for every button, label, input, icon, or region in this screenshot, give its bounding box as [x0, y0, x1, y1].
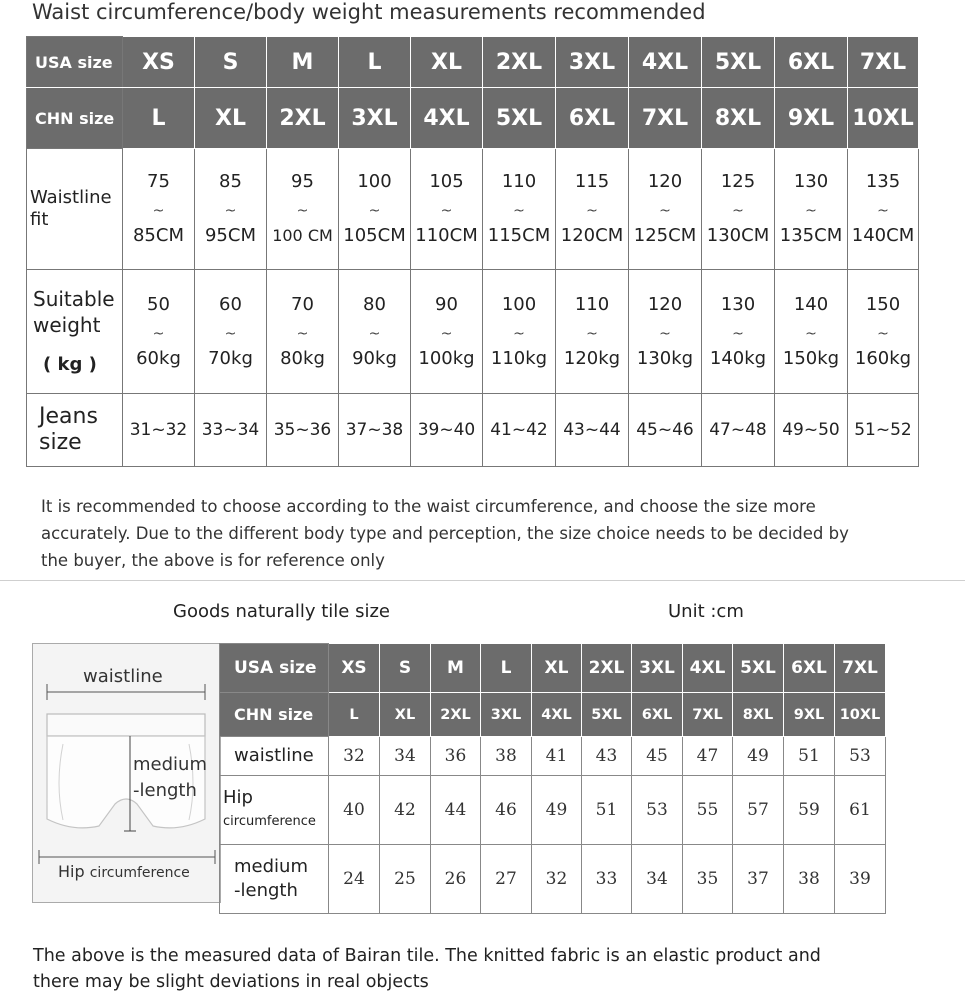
range-tilde: ~ — [877, 203, 889, 219]
range-from: 110 — [501, 171, 537, 192]
medium-length-cell: 33 — [582, 845, 632, 914]
hip-cell: 59 — [784, 776, 835, 845]
usa-size-cell: XL — [411, 37, 483, 88]
medium-length-cell: 25 — [380, 845, 431, 914]
range-to: 70kg — [208, 347, 253, 369]
size-chart-table — [26, 36, 919, 467]
medium-length-cell: 37 — [733, 845, 784, 914]
waistline-cell: 32 — [329, 737, 380, 776]
jeans-size-label — [27, 394, 123, 467]
medium-length-cell: 38 — [784, 845, 835, 914]
chn-size-cell: 6XL — [556, 88, 629, 149]
chn-size-cell: 3XL — [339, 88, 411, 149]
range-tilde: ~ — [224, 325, 237, 342]
waistline-cell: 34 — [380, 737, 431, 776]
range-from: 70 — [291, 293, 314, 315]
range-to: 100kg — [418, 347, 475, 369]
weight-range-cell — [123, 270, 195, 394]
range-to: 95CM — [204, 225, 256, 246]
usa-size-label: USA size — [220, 644, 329, 693]
medium-length-label-line: -length — [234, 880, 298, 901]
range-to: 130kg — [636, 347, 694, 369]
range-to: 120CM — [560, 225, 624, 246]
usa-size-cell: 6XL — [784, 644, 835, 693]
waistline-cell: 38 — [481, 737, 532, 776]
usa-size-cell: 7XL — [835, 644, 886, 693]
diagram-waistline-label: waistline — [83, 666, 163, 687]
hip-cell: 40 — [329, 776, 380, 845]
chn-size-cell: 6XL — [632, 693, 683, 737]
chn-size-cell: 7XL — [683, 693, 733, 737]
waistline-cell: 49 — [733, 737, 784, 776]
medium-length-label — [220, 845, 329, 914]
medium-length-cell: 35 — [683, 845, 733, 914]
tile-size-table — [219, 643, 886, 914]
waist-range-cell — [702, 149, 775, 270]
range-to: 125CM — [633, 225, 697, 246]
usa-size-cell: 6XL — [775, 37, 848, 88]
range-to: 120kg — [563, 347, 621, 369]
chn-size-label: CHN size — [220, 693, 329, 737]
range-to: 115CM — [487, 225, 551, 246]
usa-size-cell: 3XL — [632, 644, 683, 693]
diagram-hip-label — [58, 862, 190, 881]
diagram-hip-word: circumference — [89, 865, 190, 881]
range-tilde: ~ — [513, 203, 525, 219]
medium-length-cell: 27 — [481, 845, 532, 914]
weight-range-cell — [702, 270, 775, 394]
usa-size-cell: M — [267, 37, 339, 88]
hip-cell: 53 — [632, 776, 683, 845]
range-from: 75 — [147, 171, 170, 192]
range-tilde: ~ — [440, 203, 453, 219]
usa-size-cell: M — [431, 644, 481, 693]
waist-range-cell — [483, 149, 556, 270]
usa-size-cell: XL — [532, 644, 582, 693]
chn-size-cell: 5XL — [582, 693, 632, 737]
medium-length-cell: 39 — [835, 845, 886, 914]
hip-cell: 46 — [481, 776, 532, 845]
range-from: 135 — [865, 171, 901, 192]
hip-circumference-label-line: circumference — [223, 814, 316, 829]
jeans-size-cell: 41~42 — [483, 394, 556, 467]
diagram-medium-length-line: -length — [133, 780, 197, 801]
range-tilde: ~ — [368, 203, 381, 219]
range-to: 110kg — [490, 347, 548, 369]
weight-range-cell — [629, 270, 702, 394]
hip-cell: 55 — [683, 776, 733, 845]
chn-size-cell: 7XL — [629, 88, 702, 149]
chn-size-cell: 4XL — [411, 88, 483, 149]
waistline-cell: 41 — [532, 737, 582, 776]
waist-range-cell — [123, 149, 195, 270]
waistline-row — [220, 737, 886, 776]
range-tilde: ~ — [805, 325, 817, 342]
jeans-size-cell: 39~40 — [411, 394, 483, 467]
weight-range-cell — [556, 270, 629, 394]
range-from: 130 — [720, 293, 756, 315]
chn-size-cell: 3XL — [481, 693, 532, 737]
waistline-cell: 43 — [582, 737, 632, 776]
suitable-weight-label-line: ( kg ) — [43, 353, 97, 375]
waistline-label: waistline — [220, 737, 329, 776]
waist-range-cell — [339, 149, 411, 270]
jeans-size-label-line: Jeans — [39, 404, 98, 429]
jeans-size-cell: 33~34 — [195, 394, 267, 467]
measurement-diagram — [32, 643, 221, 903]
range-from: 130 — [793, 171, 829, 192]
waistline-fit-label-line: Waistline — [30, 187, 112, 208]
jeans-size-row — [27, 394, 919, 467]
range-tilde: ~ — [659, 325, 671, 342]
range-to: 130CM — [706, 225, 770, 246]
jeans-size-cell: 49~50 — [775, 394, 848, 467]
medium-length-cell: 32 — [532, 845, 582, 914]
waist-range-cell — [556, 149, 629, 270]
section-divider — [0, 580, 965, 581]
range-to: 90kg — [352, 347, 397, 369]
medium-length-cell: 24 — [329, 845, 380, 914]
range-from: 125 — [720, 171, 756, 192]
usa-size-cell: 5XL — [702, 37, 775, 88]
jeans-size-cell: 31~32 — [123, 394, 195, 467]
waist-range-cell — [411, 149, 483, 270]
medium-length-cell: 26 — [431, 845, 481, 914]
range-tilde: ~ — [805, 203, 817, 219]
waistline-fit-label-line: fit — [30, 209, 49, 230]
hip-cell: 61 — [835, 776, 886, 845]
range-from: 95 — [291, 171, 314, 192]
hip-cell: 44 — [431, 776, 481, 845]
range-to: 140CM — [851, 225, 915, 246]
diagram-medium-length-line: medium — [133, 754, 207, 775]
waistline-fit-row — [27, 149, 919, 270]
medium-length-cell: 34 — [632, 845, 683, 914]
range-to: 80kg — [280, 347, 325, 369]
chn-size-row — [27, 88, 919, 149]
range-to: 105CM — [343, 225, 406, 246]
jeans-size-cell: 35~36 — [267, 394, 339, 467]
weight-range-cell — [411, 270, 483, 394]
range-to: 140kg — [709, 347, 767, 369]
chn-size-cell: L — [123, 88, 195, 149]
range-from: 60 — [219, 293, 242, 315]
range-to: 85CM — [132, 225, 184, 246]
range-from: 105 — [429, 171, 464, 192]
chn-size-cell: 2XL — [431, 693, 481, 737]
chn-size-cell: 2XL — [267, 88, 339, 149]
usa-size-cell: L — [481, 644, 532, 693]
suitable-weight-label-line: weight — [33, 312, 101, 337]
range-from: 120 — [647, 293, 683, 315]
weight-range-cell — [339, 270, 411, 394]
usa-size-cell: S — [380, 644, 431, 693]
range-tilde: ~ — [224, 203, 237, 219]
unit-label: Unit :cm — [668, 601, 744, 622]
range-from: 110 — [574, 293, 610, 315]
range-tilde: ~ — [586, 203, 598, 219]
waist-range-cell — [775, 149, 848, 270]
weight-range-cell — [848, 270, 919, 394]
chn-size-cell: 5XL — [483, 88, 556, 149]
range-tilde: ~ — [586, 325, 598, 342]
usa-size-cell: 4XL — [629, 37, 702, 88]
usa-size-cell: L — [339, 37, 411, 88]
chn-size-cell: 10XL — [835, 693, 886, 737]
usa-size-cell: 4XL — [683, 644, 733, 693]
jeans-size-label-line: size — [39, 430, 82, 455]
chn-size-cell: XL — [195, 88, 267, 149]
range-to: 60kg — [136, 347, 181, 369]
tile-size-title: Goods naturally tile size — [173, 601, 390, 622]
medium-length-row — [220, 845, 886, 914]
range-to: 110CM — [415, 225, 478, 246]
measurement-disclaimer: The above is the measured data of Bairan tile. The knitted fabric is an elastic product and there may be slight deviations in real objects — [33, 946, 821, 992]
range-tilde: ~ — [732, 325, 744, 342]
diagram-hip-word: Hip — [58, 862, 85, 881]
chn-size-cell: L — [329, 693, 380, 737]
diagram-medium-length-label — [133, 752, 207, 804]
range-to: 160kg — [854, 347, 912, 369]
range-from: 120 — [647, 171, 683, 192]
waistline-cell: 53 — [835, 737, 886, 776]
range-from: 150 — [865, 293, 901, 315]
range-from: 90 — [435, 293, 458, 315]
range-tilde: ~ — [732, 203, 744, 219]
range-to: 100 CM — [272, 226, 333, 245]
suitable-weight-label-line: Suitable — [33, 286, 115, 311]
range-from: 80 — [363, 293, 386, 315]
usa-size-label: USA size — [27, 37, 123, 88]
medium-length-label-line: medium — [234, 856, 308, 877]
hip-cell: 42 — [380, 776, 431, 845]
range-from: 85 — [219, 171, 242, 192]
range-from: 140 — [793, 293, 829, 315]
waistline-cell: 51 — [784, 737, 835, 776]
range-to: 150kg — [782, 347, 840, 369]
chn-size-cell: 10XL — [848, 88, 919, 149]
range-from: 100 — [501, 293, 537, 315]
waistline-cell: 45 — [632, 737, 683, 776]
waist-range-cell — [848, 149, 919, 270]
waist-range-cell — [195, 149, 267, 270]
range-tilde: ~ — [877, 325, 889, 342]
usa-size-cell: 3XL — [556, 37, 629, 88]
hip-circumference-row — [220, 776, 886, 845]
page-title: Waist circumference/body weight measurements recommended — [32, 0, 706, 24]
usa-size-cell: 2XL — [582, 644, 632, 693]
range-tilde: ~ — [296, 325, 309, 342]
waistline-cell: 36 — [431, 737, 481, 776]
waist-range-cell — [267, 149, 339, 270]
jeans-size-cell: 43~44 — [556, 394, 629, 467]
usa-size-row — [220, 644, 886, 693]
chn-size-cell: 9XL — [784, 693, 835, 737]
usa-size-cell: 7XL — [848, 37, 919, 88]
range-tilde: ~ — [296, 203, 309, 219]
chn-size-cell: 4XL — [532, 693, 582, 737]
weight-range-cell — [775, 270, 848, 394]
chn-size-cell: 8XL — [733, 693, 784, 737]
chn-size-cell: 9XL — [775, 88, 848, 149]
usa-size-cell: XS — [329, 644, 380, 693]
chn-size-label: CHN size — [27, 88, 123, 149]
hip-circumference-label — [220, 776, 329, 845]
jeans-size-cell: 37~38 — [339, 394, 411, 467]
range-from: 115 — [574, 171, 610, 192]
usa-size-cell: 2XL — [483, 37, 556, 88]
range-tilde: ~ — [440, 325, 453, 342]
usa-size-cell: 5XL — [733, 644, 784, 693]
hip-circumference-label-line: Hip — [223, 787, 253, 808]
range-to: 135CM — [779, 225, 843, 246]
range-from: 100 — [357, 171, 392, 192]
recommendation-note: It is recommended to choose according to the waist circumference, and choose the size more accurately. Due to the different body type and perception, the size choice needs to be decided by the buyer, the above is for reference only — [41, 497, 849, 570]
waistline-fit-label — [27, 149, 123, 270]
jeans-size-cell: 51~52 — [848, 394, 919, 467]
chn-size-cell: XL — [380, 693, 431, 737]
usa-size-cell: XS — [123, 37, 195, 88]
suitable-weight-label — [27, 270, 123, 394]
suitable-weight-row — [27, 270, 919, 394]
range-tilde: ~ — [368, 325, 381, 342]
range-tilde: ~ — [152, 325, 165, 342]
usa-size-row — [27, 37, 919, 88]
chn-size-row — [220, 693, 886, 737]
usa-size-cell: S — [195, 37, 267, 88]
waistline-cell: 47 — [683, 737, 733, 776]
range-tilde: ~ — [152, 203, 165, 219]
chn-size-cell: 8XL — [702, 88, 775, 149]
jeans-size-cell: 47~48 — [702, 394, 775, 467]
jeans-size-cell: 45~46 — [629, 394, 702, 467]
hip-cell: 51 — [582, 776, 632, 845]
range-from: 50 — [147, 293, 170, 315]
range-tilde: ~ — [659, 203, 671, 219]
weight-range-cell — [483, 270, 556, 394]
waist-range-cell — [629, 149, 702, 270]
hip-cell: 57 — [733, 776, 784, 845]
weight-range-cell — [267, 270, 339, 394]
weight-range-cell — [195, 270, 267, 394]
hip-cell: 49 — [532, 776, 582, 845]
range-tilde: ~ — [513, 325, 525, 342]
